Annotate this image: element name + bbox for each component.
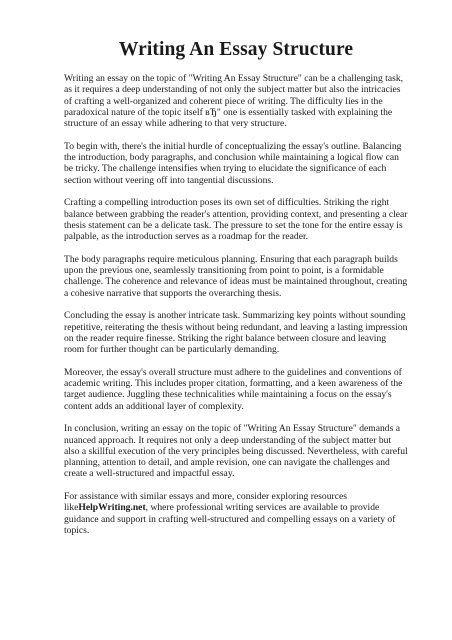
paragraph-7: In conclusion, writing an essay on the topic of "Writing An Essay Structure" demands a nuanced approach. It requires not only a deep understanding of the subject matter but also a skillful execution of the very principles being discussed. Nevertheless, with careful planning, attention to detail, and ample revision, one can navigate the challenges and create a well-structured and impactful essay. — [64, 423, 408, 480]
paragraph-3: Crafting a compelling introduction poses its own set of difficulties. Striking the right balance between grabbing the reader's attention, providing context, and presenting a clear thesis statement can be a delicate task. The pressure to set the tone for the entire essay is palpable, as the introduction serves as a roadmap for the reader. — [64, 197, 408, 243]
helpwriting-link[interactable]: HelpWriting.net — [78, 502, 146, 514]
paragraph-4: The body paragraphs require meticulous planning. Ensuring that each paragraph builds upon the previous one, seamlessly transitioning from point to point, is a formidable challenge. The coherence and relevance of ideas must be maintained throughout, creating a cohesive narrative that supports the overarching thesis. — [64, 253, 408, 299]
closing-paragraph — [64, 491, 408, 536]
paragraph-2: To begin with, there's the initial hurdle of conceptualizing the essay's outline. Balancing the introduction, body paragraphs, and conclusion while maintaining a logical flow can be tricky. The challenge intensifies when trying to elucidate the significance of each section without veering off into tangential discussions. — [64, 140, 402, 186]
document-title: Writing An Essay Structure — [118, 39, 354, 60]
closing-suffix: , where professional writing services are available to provide guidance and support in crafting well-structured and compelling essays on a variety of topics. — [64, 502, 396, 536]
paragraph-6: Moreover, the essay's overall structure must adhere to the guidelines and conventions of academic writing. This includes proper citation, formatting, and a keen awareness of the target audience. Juggling these technicalities while maintaining a focus on the essay's content adds an additional layer of complexity. — [64, 366, 403, 412]
paragraph-1: Writing an essay on the topic of "Writing An Essay Structure" can be a challenging task, as it requires a deep understanding of not only the subject matter but also the intricacies of crafting a well-organized and coherent piece of writing. The difficulty lies in the paradoxical nature of the topic itself вЂ" one is essentially tasked with explaining the structure of an essay while adhering to that very structure. — [64, 73, 404, 130]
paragraph-5: Concluding the essay is another intricate task. Summarizing key points without sounding repetitive, reiterating the thesis without being redundant, and leaving a lasting impression on the reader require finesse. Striking the right balance between closure and leaving room for further thought can be particularly demanding. — [64, 310, 408, 356]
closing-prefix: For assistance with similar essays and more, consider exploring resources like — [64, 490, 347, 514]
